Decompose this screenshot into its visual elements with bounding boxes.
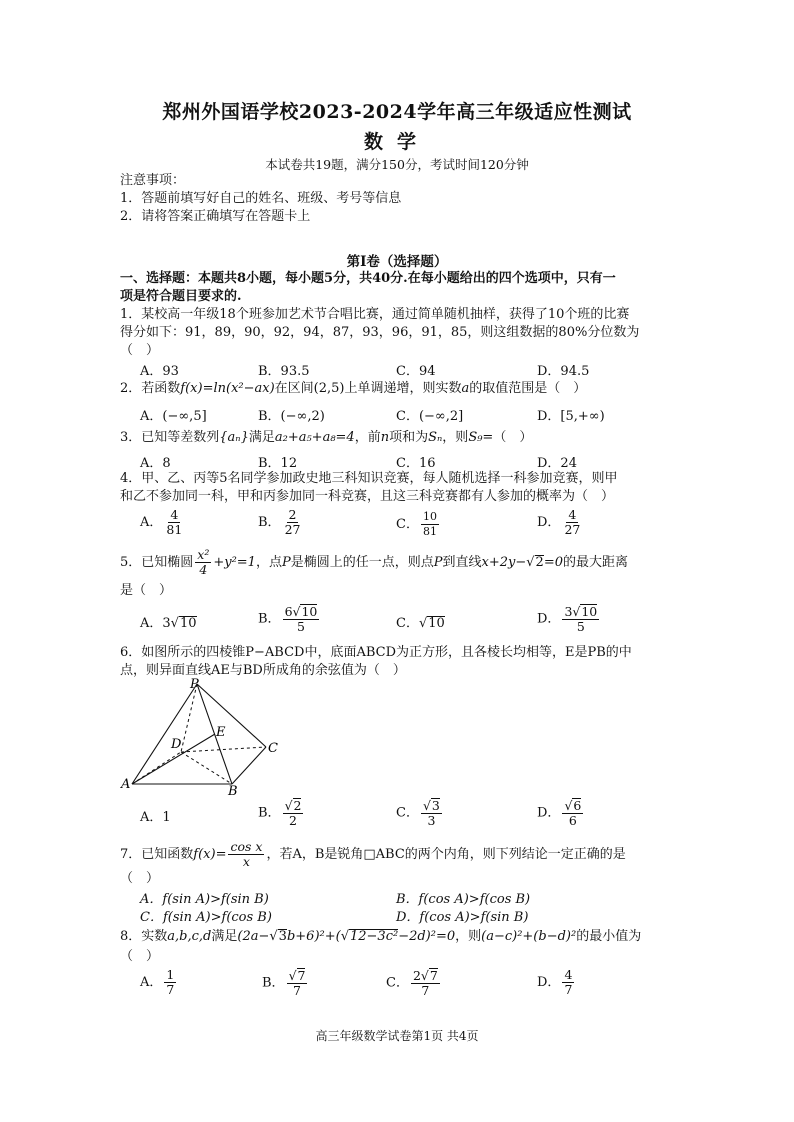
q8-frac-b (287, 968, 308, 998)
q7-bracket: （ ） (120, 871, 160, 886)
q5-frac-b (283, 604, 320, 634)
q2-function: f(x)=ln(x²−ax) (180, 381, 275, 396)
q5-frac-d (562, 604, 599, 634)
q1-option-c: C．94 (396, 364, 436, 379)
q5-mid3: 到直线 (442, 555, 482, 570)
q4-option-c (396, 510, 441, 539)
q6-frac-b-num (283, 798, 304, 814)
q5-line-a: x+2y− (481, 555, 527, 570)
q5-option-d (537, 604, 601, 634)
sqrt-icon: √ (422, 798, 431, 813)
q8-vars: a,b,c,d (167, 929, 212, 944)
q7-stem (120, 840, 626, 869)
section-title: 第Ⅰ卷（选择题） (346, 254, 448, 270)
q7-option-a: A．f(sin A)>f(sin B) (140, 892, 269, 907)
q5-stem (120, 548, 628, 577)
q7-fx: f(x)= (193, 847, 227, 862)
q5-frac-b-num (283, 604, 320, 620)
q8-option-d (537, 968, 576, 997)
q5-label-d: D． (537, 611, 561, 627)
q6-frac-d-den: 6 (568, 813, 577, 828)
sqrt-icon: √ (292, 604, 301, 619)
q8-tail: 的最小值为 (576, 929, 642, 944)
q8-frac-d-den: 7 (564, 982, 573, 997)
q5-p: P (281, 555, 291, 570)
q8-frac-a-num: 1 (166, 967, 175, 982)
q8-mid2: ，则 (455, 929, 482, 944)
q6-a-value: 1 (162, 810, 171, 825)
q3-mid2: ，前 (354, 430, 381, 445)
exam-title: 郑州外国语学校2023-2024学年高三年级适应性测试 (162, 101, 632, 123)
q6-frac-b-den: 2 (289, 813, 297, 828)
q3-mid3: 项和为 (389, 430, 429, 445)
segment-bd (181, 752, 232, 784)
q2-suffix: 上单调递增，则实数 (344, 381, 462, 396)
q6-option-d (537, 798, 585, 828)
q3-option-a: A．8 (140, 456, 171, 471)
q8-frac-c-num (411, 968, 440, 984)
q4-label-c: C． (396, 517, 419, 532)
q5-label-c: C． (396, 616, 419, 631)
q3-n: n (380, 430, 390, 445)
q8-frac-d-num: 4 (564, 967, 573, 982)
q8-c-root: 7 (429, 968, 438, 983)
q5-d-coef: 3 (564, 604, 573, 619)
q5-ellipse-frac (195, 548, 211, 577)
q8-eq-root2: 12−3c² (349, 929, 399, 944)
q4-frac-b-num: 2 (288, 507, 297, 522)
q6-line1: 6．如图所示的四棱锥P−ABCD中，底面ABCD为正方形，且各棱长均相等，E是PB的中 (120, 645, 632, 660)
q7-option-b: B．f(cos A)>f(cos B) (396, 892, 531, 907)
q5-option-a (140, 612, 197, 631)
q3-mid4: ，则 (442, 430, 469, 445)
q2-option-d: D．[5,+∞) (537, 409, 605, 424)
q1-bracket: （ ） (120, 343, 160, 358)
q8-label-d: D． (537, 975, 561, 990)
q8-option-a (140, 968, 178, 997)
q2-option-a: A．(−∞,5] (140, 409, 207, 424)
q5-tail: 的最大距离 (563, 555, 629, 570)
q8-target: (a−c)²+(b−d)² (481, 929, 577, 944)
q4-frac-a-den: 81 (166, 522, 183, 537)
section-instruction-line2: 项是符合题目要求的. (120, 289, 242, 304)
q2-option-c: C．(−∞,2] (396, 409, 464, 424)
q4-frac-b-den: 27 (284, 522, 301, 537)
q8-frac-c-den: 7 (421, 983, 430, 998)
q8-label-b: B． (262, 975, 285, 991)
q8-eq-a: (2a− (237, 929, 270, 944)
q5-p2: P (433, 555, 443, 570)
notes-item-2: 2．请将答案正确填写在答题卡上 (120, 209, 311, 224)
sqrt-icon: √ (288, 968, 297, 983)
q5-frac-d-den: 5 (576, 619, 585, 634)
q1-line2: 得分如下：91，89，90，92，94，87，93，96，91，85，则这组数据的80%分位数为 (120, 325, 640, 340)
q2-mid: 在区间 (274, 381, 314, 396)
q4-option-a (140, 508, 186, 537)
q3-cond: a₂+a₅+a₈=4 (274, 430, 355, 445)
q3-stem (120, 429, 532, 447)
q3-sn: Sₙ (428, 430, 443, 445)
q1-option-a: A．93 (140, 364, 179, 379)
q1-line1: 1．某校高一年级18个班参加艺术节合唱比赛，通过简单随机抽样，获得了10个班的比赛 (120, 307, 630, 322)
q7-frac-den: x (242, 854, 250, 869)
q8-label-c: C． (386, 975, 409, 991)
label-c: C (268, 741, 278, 756)
q5-a-root: 10 (179, 616, 197, 631)
q8-eq-c: −2d)²=0 (398, 929, 456, 944)
q8-frac-a (164, 968, 176, 997)
q5-line-b: =0 (543, 555, 563, 570)
label-p: P (190, 677, 199, 692)
q8-prefix: 8．实数 (120, 929, 168, 944)
q5-b-coef: 6 (284, 604, 293, 619)
q8-label-a: A． (140, 975, 163, 990)
sqrt-icon: √ (418, 616, 428, 631)
edge-pd (181, 684, 197, 752)
q5-label-b: B． (258, 611, 281, 627)
q4-label-b: B． (258, 515, 281, 530)
q5-prefix: 5．已知椭圆 (120, 555, 194, 570)
q4-label-d: D． (537, 515, 561, 530)
q2-interval: (2,5) (313, 381, 345, 396)
q5-frac-b-den: 5 (297, 619, 305, 634)
q7-frac (228, 840, 264, 869)
q6-option-b (258, 798, 305, 828)
q5-frac-d-num (562, 604, 599, 620)
q8-stem (120, 928, 641, 946)
sqrt-icon: √ (572, 604, 581, 619)
q3-option-b: B．12 (258, 456, 298, 471)
edge-dc (181, 747, 266, 752)
q6-label-b: B． (258, 805, 281, 821)
q6-label-a: A． (140, 810, 163, 825)
q6-line2: 点，则异面直线AE与BD所成角的余弦值为（ ） (120, 663, 406, 678)
q5-ellipse-tail: +y²=1 (213, 555, 256, 570)
q7-tail: ，若A，B是锐角□ABC的两个内角，则下列结论一定正确的是 (266, 847, 626, 862)
q4-frac-d-num: 4 (568, 507, 577, 522)
sqrt-icon: √ (170, 616, 179, 631)
label-a: A (121, 777, 131, 792)
q8-option-c (386, 968, 442, 998)
q4-frac-c (421, 510, 439, 539)
q8-frac-b-num (287, 968, 308, 984)
q6-frac-b (283, 798, 304, 828)
q4-option-d (537, 508, 584, 537)
q3-option-c: C．16 (396, 456, 436, 471)
q6-label-c: C． (396, 805, 419, 821)
q4-label-a: A． (140, 515, 163, 530)
q5-ellipse-num: x² (197, 547, 210, 562)
exam-subject: 数学 (363, 131, 430, 153)
notes-heading: 注意事项： (120, 173, 186, 188)
q1-option-d: D．94.5 (537, 364, 590, 379)
sqrt-icon: √ (526, 555, 535, 570)
q2-var: a (461, 381, 470, 396)
pyramid-figure (118, 676, 288, 798)
q8-option-b (262, 968, 309, 998)
q1-option-b: B．93.5 (258, 364, 310, 379)
q5-label-a: A． (140, 616, 163, 631)
q5-option-c (396, 612, 445, 631)
edge-pa (132, 684, 197, 784)
sqrt-icon: √ (284, 798, 293, 813)
q6-option-c (396, 798, 444, 828)
q6-frac-c-num (421, 798, 442, 814)
edge-ad (132, 752, 181, 784)
q8-eq-root1: 3 (278, 929, 287, 944)
q4-frac-b (283, 508, 303, 537)
q7-option-d: D．f(cos A)>f(sin B) (396, 910, 529, 925)
section-instruction-line1: 一、选择题：本题共8小题，每小题5分，共40分.在每小题给出的四个选项中，只有一 (120, 271, 616, 286)
q4-frac-a-num: 4 (170, 507, 179, 522)
q8-frac-b-den: 7 (293, 983, 301, 998)
q2-prefix: 2．若函数 (120, 381, 181, 396)
q3-s9: S₉= (468, 430, 494, 445)
label-d: D (171, 737, 182, 752)
q5-c-root: 10 (428, 616, 445, 631)
q5-option-b (258, 604, 321, 634)
q6-frac-d-num (562, 798, 583, 814)
q5-mid: ，点 (255, 555, 282, 570)
exam-info: 本试卷共19题，满分150分，考试时间120分钟 (265, 157, 529, 172)
q8-c-coef: 2 (412, 968, 421, 983)
q6-c-root: 3 (431, 798, 440, 813)
q6-b-root: 2 (293, 798, 302, 813)
page-footer: 高三年级数学试卷第1页 共4页 (315, 1029, 479, 1043)
label-b: B (228, 784, 238, 798)
q8-b-root: 7 (297, 968, 306, 983)
q5-a-coef: 3 (162, 616, 171, 631)
q7-prefix: 7．已知函数 (120, 847, 194, 862)
q8-frac-a-den: 7 (166, 982, 175, 997)
q6-option-a (140, 806, 171, 825)
edge-pc (197, 684, 266, 747)
label-e: E (216, 725, 226, 740)
q4-frac-c-num: 10 (422, 510, 437, 523)
q5-line2: 是（ ） (120, 583, 173, 598)
q5-d-root: 10 (581, 604, 598, 619)
q3-option-d: D．24 (537, 456, 577, 471)
q3-prefix: 3．已知等差数列 (120, 430, 220, 445)
sqrt-icon: √ (564, 798, 573, 813)
notes-item-1: 1．答题前填写好自己的姓名、班级、考号等信息 (120, 191, 402, 206)
q6-frac-d (562, 798, 583, 828)
q4-line1: 4．甲、乙、丙等5名同学参加政史地三科知识竞赛，每人随机选择一科参加竞赛，则甲 (120, 471, 618, 486)
q7-frac-num: cos x (230, 839, 263, 854)
q4-line2: 和乙不参加同一科，甲和丙参加同一科竞赛，且这三科竞赛都有人参加的概率为（ ） (120, 489, 615, 504)
q2-stem (120, 380, 586, 398)
q8-frac-d (562, 968, 574, 997)
sqrt-icon: √ (269, 929, 278, 944)
q6-d-root: 6 (573, 798, 582, 813)
q5-mid2: 是椭圆上的任一点，则点 (290, 555, 434, 570)
q4-frac-a (164, 508, 184, 537)
q6-label-d: D． (537, 805, 561, 821)
q8-eq-b: b+6)²+( (286, 929, 341, 944)
q5-line-root: 2 (535, 555, 544, 570)
q3-seq: {aₙ} (219, 430, 249, 445)
sqrt-icon: √ (340, 929, 349, 944)
q4-frac-c-den: 81 (422, 525, 437, 538)
sqrt-icon: √ (420, 968, 429, 983)
q6-frac-c-den: 3 (427, 813, 436, 828)
q4-option-b (258, 508, 304, 537)
q8-bracket: （ ） (120, 949, 160, 964)
q6-frac-c (421, 798, 442, 828)
q5-b-root: 10 (301, 604, 318, 619)
q4-frac-d-den: 27 (564, 522, 581, 537)
q7-option-c: C．f(sin A)>f(cos B) (140, 910, 272, 925)
q2-option-b: B．(−∞,2) (258, 409, 325, 424)
q3-mid: 满足 (248, 430, 275, 445)
q2-tail: 的取值范围是（ ） (469, 381, 587, 396)
edge-bc (232, 747, 266, 784)
q3-tail: （ ） (493, 430, 533, 445)
q8-mid: 满足 (211, 929, 238, 944)
q4-frac-d (562, 508, 582, 537)
q8-frac-c (411, 968, 440, 998)
q5-ellipse-den: 4 (199, 562, 208, 577)
